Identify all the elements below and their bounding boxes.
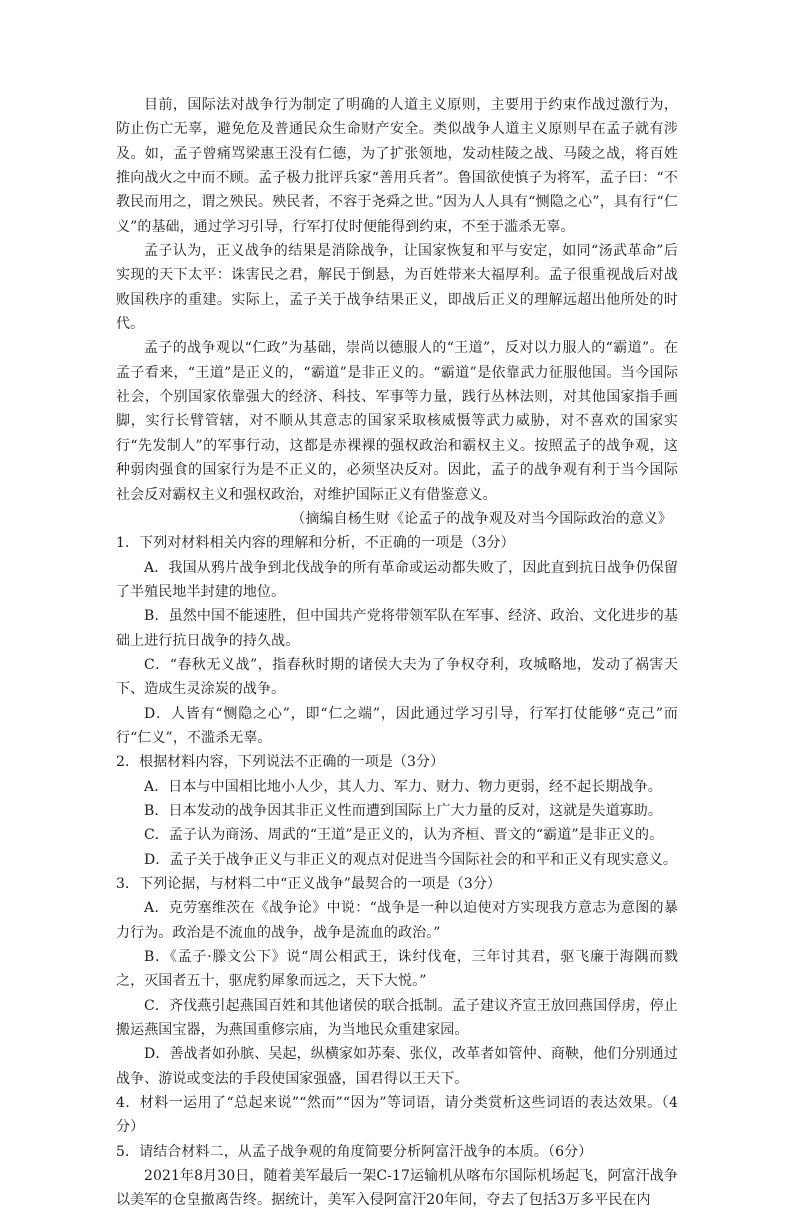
question-2-option-b: B．日本发动的战争因其非正义性而遭到国际上广大力量的反对，这就是失道寡助。 — [144, 802, 662, 819]
question-5-stem: 5．请结合材料二，从孟子战争观的角度简要分析阿富汗战争的本质。（6分） — [116, 1143, 593, 1160]
paragraph-3: 孟子的战争观以“仁政”为基础，崇尚以德服人的“王道”，反对以力服人的“霸道”。在孟子看来，“王道”是正义的，“霸道”是非正义的。“霸道”是依靠武力征服他国。当今国际社会，个别国家依靠强大的经济、科技、军事等力量，践行丛林法则，对其他国家指手画脚，实行长臂管辖，对不顺从其意志的国家采取核威慑等武力威胁，对不喜欢的国家实行“先发制人”的军事行动，这都是赤裸裸的强权政治和霸权主义。按照孟子的战争观，这种弱肉强食的国家行为是不正义的，必须坚决反对。因此，孟子的战争观有利于当今国际社会反对霸权主义和强权政治，对维护国际正义有借鉴意义。 — [116, 340, 678, 503]
paragraph-1: 目前，国际法对战争行为制定了明确的人道主义原则，主要用于约束作战过激行为，防止伤亡无辜，避免危及普通民众生命财产安全。类似战争人道主义原则早在孟子就有涉及。如，孟子曾痛骂梁惠王没有仁德，为了扩张领地，发动桂陵之战、马陵之战，将百姓推向战火之中而不顾。孟子极力批评兵家“善用兵者”。鲁国欲使慎子为将军，孟子曰：“不教民而用之，谓之殃民。殃民者，不容于尧舜之世。”因为人人具有“恻隐之心”，具有行“仁义”的基础，通过学习引导，行军打仗时便能得到约束，不至于滥杀无辜。 — [116, 97, 678, 235]
question-3-stem: 3．下列论据，与材料二中“正义战争”最契合的一项是（3分） — [116, 876, 502, 892]
question-3-option-c: C．齐伐燕引起燕国百姓和其他诸侯的联合抵制。孟子建议齐宣王放回燕国俘虏，停止搬运燕国宝器，为燕国重修宗庙，为当地民众重建家园。 — [116, 997, 678, 1039]
paragraph-2: 孟子认为，正义战争的结果是消除战争，让国家恢复和平与安定，如同“汤武革命”后实现的天下太平：诛害民之君，解民于倒悬，为百姓带来大福厚利。孟子很重视战后对战败国秩序的重建。实际上，孟子关于战争结果正义，即战后正义的理解远超出他所处的时代。 — [116, 243, 678, 333]
document-page — [116, 93, 678, 1213]
question-1-option-c: C．“春秋无义战”，指春秋时期的诸侯大夫为了争权夺利，攻城略地，发动了祸害天下、造成生灵涂炭的战争。 — [116, 656, 678, 698]
question-1-stem: 1．下列对材料相关内容的理解和分析，不正确的一项是（3分） — [116, 535, 515, 552]
question-1-option-a: A．我国从鸦片战争到北伐战争的所有革命或运动都失败了，因此直到抗日战争仍保留了半殖民地半封建的地位。 — [116, 559, 678, 600]
material-two-paragraph: 2021年8月30日，随着美军最后一架C-17运输机从喀布尔国际机场起飞，阿富汗战争以美军的仓皇撤离告终。据统计，美军入侵阿富汗20年间，夺去了包括3万多平民在内 — [116, 1168, 678, 1209]
question-2-option-c: C．孟子认为商汤、周武的“王道”是正义的，认为齐桓、晋文的“霸道”是非正义的。 — [144, 827, 664, 844]
question-2-option-a: A．日本与中国相比地小人少，其人力、军力、财力、物力更弱，经不起长期战争。 — [144, 778, 662, 795]
question-4-stem: 4．材料一运用了“总起来说”“然而”“因为”等词语，请分类赏析这些词语的表达效果。（4分） — [116, 1095, 678, 1136]
question-3-option-b: B．《孟子·滕文公下》说“周公相武王，诛纣伐奄，三年讨其君，驱飞廉于海隅而戮之，灭国者五十，驱虎豹犀象而远之，天下大悦。” — [116, 949, 678, 990]
question-2-stem: 2．根据材料内容，下列说法不正确的一项是（3分） — [116, 754, 445, 771]
question-2-option-d: D．孟子关于战争正义与非正义的观点对促进当今国际社会的和平和正义有现实意义。 — [144, 851, 678, 868]
question-3-option-a: A．克劳塞维茨在《战争论》中说：“战争是一种以迫使对方实现我方意志为意图的暴力行为。政治是不流血的战争，战争是流血的政治。” — [116, 900, 678, 941]
question-3-option-d: D．善战者如孙膑、吴起，纵横家如苏秦、张仪，改革者如管仲、商鞅，他们分别通过战争、游说或变法的手段使国家强盛，国君得以王天下。 — [116, 1046, 678, 1087]
source-citation: （摘编自杨生财《论孟子的战争观及对当今国际政治的意义》 — [291, 510, 672, 527]
question-1-option-b: B．虽然中国不能速胜，但中国共产党将带领军队在军事、经济、政治、文化进步的基础上进行抗日战争的持久战。 — [116, 608, 678, 649]
question-1-option-d: D．人皆有“恻隐之心”，即“仁之端”，因此通过学习引导，行军打仗能够“克己”而行“仁义”，不滥杀无辜。 — [116, 705, 678, 746]
